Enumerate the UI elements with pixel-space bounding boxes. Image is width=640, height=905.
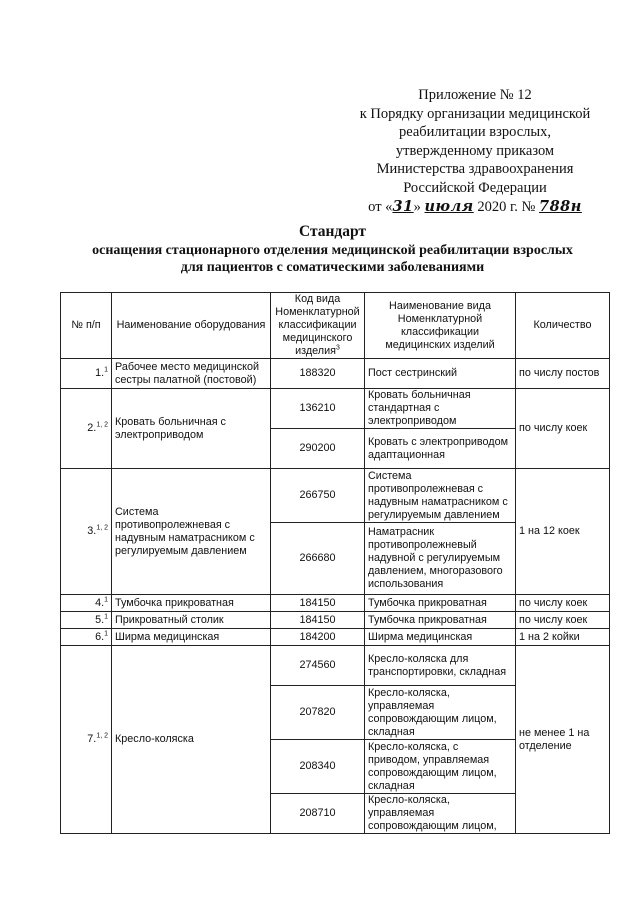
item-name: Наматрасник противопролежневый надувной с регулируемым давлением, многоразового использования <box>365 523 516 595</box>
row-number <box>61 469 112 595</box>
quantity: по числу коек <box>516 612 610 629</box>
item-name: Ширма медицинская <box>365 629 516 646</box>
date-day: 31 <box>392 197 414 215</box>
date-prefix: от « <box>368 198 393 215</box>
table-row <box>61 595 610 612</box>
header-code-text: Код вида Номенклатурной классификации медицинского изделия <box>275 293 360 357</box>
equipment-name: Кресло-коляска <box>112 646 271 834</box>
equipment-name: Прикроватный столик <box>112 612 271 629</box>
quantity: по числу коек <box>516 389 610 469</box>
item-name: Кресло-коляска, управляемая сопровождающим лицом, <box>365 794 516 834</box>
row-footnote: 1 <box>104 629 108 637</box>
quantity: 1 на 12 коек <box>516 469 610 595</box>
item-code: 274560 <box>271 646 365 686</box>
item-name: Кресло-коляска, управляемая сопровождающим лицом, складная <box>365 686 516 740</box>
quantity: по числу коек <box>516 595 610 612</box>
row-number <box>61 389 112 469</box>
item-name: Пост сестринский <box>365 359 516 389</box>
equipment-standard-table <box>60 292 610 834</box>
appendix-line: Приложение № 12 <box>418 87 532 103</box>
date-mid: » <box>413 198 421 215</box>
table-header-row <box>61 293 610 359</box>
document-subtitle-1: оснащения стационарного отделения медицинской реабилитации взрослых <box>92 243 573 258</box>
row-footnote: 1, 2 <box>96 732 108 740</box>
appendix-line: реабилитации взрослых, <box>398 124 551 141</box>
row-number-text: 3. <box>87 525 97 537</box>
equipment-name: Кровать больничная с электроприводом <box>112 389 271 469</box>
quantity: по числу постов <box>516 359 610 389</box>
header-num: № п/п <box>61 293 112 359</box>
row-number <box>61 646 112 834</box>
item-code: 208710 <box>271 794 365 834</box>
item-code: 184150 <box>271 612 365 629</box>
appendix-line: Министерства здравоохранения <box>376 161 574 178</box>
row-number-text: 6. <box>95 630 105 643</box>
item-name: Кресло-коляска для транспортировки, складная <box>365 646 516 686</box>
equipment-name: Рабочее место медицинской сестры палатной (постовой) <box>112 359 271 389</box>
item-code: 184200 <box>271 629 365 646</box>
header-equipment: Наименование оборудования <box>112 293 271 359</box>
equipment-name: Система противопролежневая с надувным наматрасником с регулируемым давлением <box>112 469 271 595</box>
item-name: Система противопролежневая с надувным наматрасником с регулируемым давлением <box>365 469 516 523</box>
header-qty: Количество <box>516 293 610 359</box>
row-number <box>61 629 112 646</box>
item-name: Кресло-коляска, с приводом, управляемая сопровождающим лицом, складная <box>365 740 516 794</box>
row-number <box>61 612 112 629</box>
appendix-date-line <box>344 198 606 217</box>
row-number <box>61 359 112 389</box>
document-title: Стандарт <box>298 223 367 240</box>
row-footnote: 1 <box>104 612 108 620</box>
item-name: Кровать больничная стандартная с электроприводом <box>365 389 516 429</box>
header-code <box>271 293 365 359</box>
table-row <box>61 629 610 646</box>
quantity: 1 на 2 койки <box>516 629 610 646</box>
row-number-text: 5. <box>95 613 105 626</box>
equipment-name: Ширма медицинская <box>112 629 271 646</box>
item-code: 208340 <box>271 740 365 794</box>
appendix-line: утвержденному приказом <box>395 142 555 159</box>
item-code: 188320 <box>271 359 365 389</box>
item-code: 136210 <box>271 389 365 429</box>
item-name: Кровать с электроприводом адаптационная <box>365 429 516 469</box>
item-code: 184150 <box>271 595 365 612</box>
row-number-text: 7. <box>87 733 97 745</box>
row-footnote: 1, 2 <box>96 524 108 532</box>
table-row <box>61 646 610 686</box>
item-code: 207820 <box>271 686 365 740</box>
table-row <box>61 389 610 429</box>
item-code: 266750 <box>271 469 365 523</box>
header-name: Наименование вида Номенклатурной классификации медицинских изделий <box>365 293 516 359</box>
item-name: Тумбочка прикроватная <box>365 612 516 629</box>
document-title-block <box>40 222 625 276</box>
date-month: июля <box>424 197 474 215</box>
table-row <box>61 359 610 389</box>
document-subtitle-2: для пациентов с соматическими заболеваниями <box>180 260 485 275</box>
quantity: не менее 1 на отделение <box>516 646 610 834</box>
date-year: 2020 г. № <box>477 198 536 215</box>
table-row <box>61 469 610 523</box>
row-number-text: 4. <box>95 596 105 609</box>
row-number-text: 1. <box>95 367 105 379</box>
item-code: 290200 <box>271 429 365 469</box>
item-code: 266680 <box>271 523 365 595</box>
header-code-sup: 3 <box>335 344 340 352</box>
appendix-line: к Порядку организации медицинской <box>359 105 591 122</box>
order-number: 788н <box>539 197 582 215</box>
row-footnote: 1 <box>104 366 108 374</box>
appendix-line: Российской Федерации <box>403 179 547 196</box>
item-name: Тумбочка прикроватная <box>365 595 516 612</box>
appendix-header <box>344 86 606 216</box>
table-row <box>61 612 610 629</box>
row-footnote: 1 <box>104 595 108 603</box>
row-number <box>61 595 112 612</box>
equipment-name: Тумбочка прикроватная <box>112 595 271 612</box>
row-number-text: 2. <box>87 422 97 434</box>
row-footnote: 1, 2 <box>96 421 108 429</box>
